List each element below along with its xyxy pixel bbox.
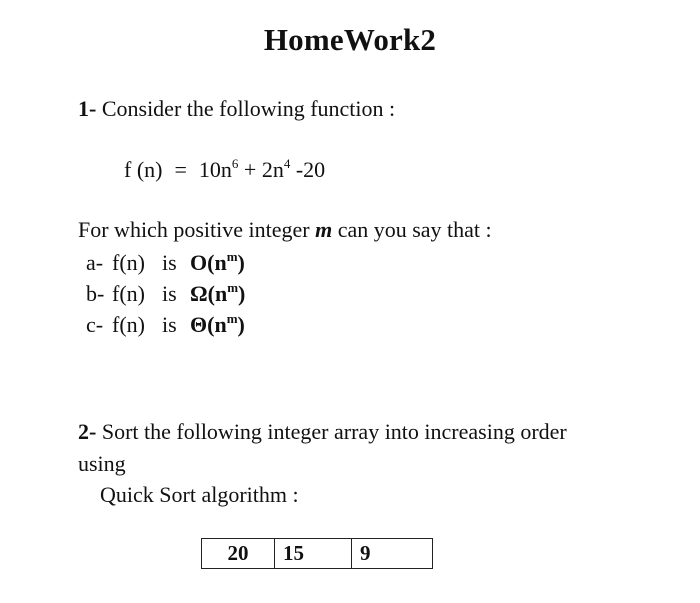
question-2-heading (78, 419, 567, 445)
option-b-is: is (162, 281, 177, 306)
option-a-is: is (162, 250, 177, 275)
option-c-exponent: m (226, 311, 238, 326)
formula-plus: + (243, 157, 257, 182)
option-b-letter: b- (86, 281, 105, 306)
option-a-close-paren: ) (237, 250, 245, 275)
option-b-function: f(n) (112, 281, 145, 306)
option-c-letter: c- (86, 312, 104, 337)
question-2-line3: Quick Sort algorithm : (100, 482, 299, 507)
formula-constant: -20 (295, 157, 326, 182)
formula-term2-exponent: 4 (283, 156, 291, 171)
page-title: HomeWork2 (263, 22, 437, 57)
formula-term1-exponent: 6 (231, 156, 239, 171)
prompt-before: For which positive integer (78, 217, 310, 242)
array-cell: 15 (275, 539, 352, 568)
option-b-exponent: m (227, 280, 239, 295)
question-2-line1: Sort the following integer array into increasing order (101, 419, 567, 444)
question-1-number: 1- (78, 96, 97, 121)
option-c-notation (190, 312, 245, 337)
option-b-close-paren: ) (238, 281, 246, 306)
integer-array-table (201, 538, 433, 569)
question-1-heading (78, 96, 395, 122)
question-1-text: Consider the following function : (101, 96, 396, 121)
formula-lhs: f (n) (124, 157, 163, 182)
question-2-line2: using (78, 451, 126, 476)
option-c-close-paren: ) (237, 312, 245, 337)
question-2-number: 2- (78, 419, 97, 444)
option-a (86, 250, 245, 276)
option-b-notation (190, 281, 245, 306)
option-b (86, 281, 245, 307)
option-a-function: f(n) (112, 250, 145, 275)
option-b-notation-base: Ω(n (190, 281, 228, 306)
option-c (86, 312, 245, 338)
option-a-letter: a- (86, 250, 104, 275)
array-cell: 20 (202, 539, 275, 568)
option-c-notation-base: Θ(n (190, 312, 227, 337)
prompt-after: can you say that : (337, 217, 492, 242)
formula-term1: 10n (198, 157, 232, 182)
question-1-prompt (78, 217, 492, 243)
option-c-function: f(n) (112, 312, 145, 337)
function-formula (124, 157, 325, 183)
option-a-notation (190, 250, 245, 275)
option-a-notation-base: O(n (190, 250, 227, 275)
prompt-variable: m (315, 217, 333, 242)
formula-equals: = (174, 157, 187, 182)
option-c-is: is (162, 312, 177, 337)
formula-term2: 2n (261, 157, 284, 182)
array-cell: 9 (360, 541, 371, 565)
option-a-exponent: m (226, 249, 238, 264)
